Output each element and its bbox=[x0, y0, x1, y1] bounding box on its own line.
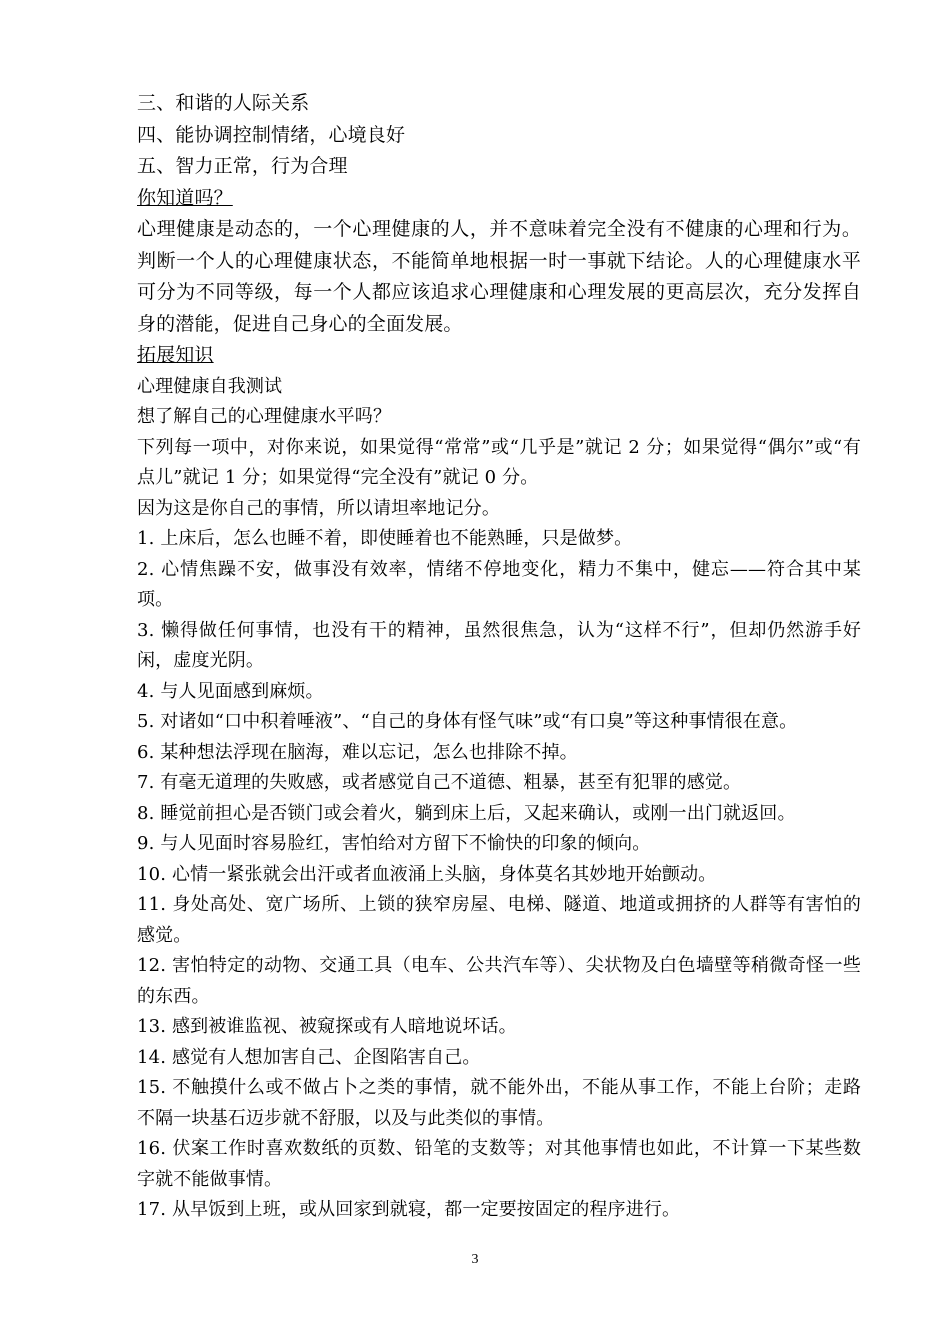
paragraph-20 bbox=[137, 890, 861, 951]
paragraph-text: 4. 与人见面感到麻烦。 bbox=[137, 680, 324, 702]
paragraph-14 bbox=[137, 707, 861, 738]
paragraph-text: 2. 心情焦躁不安，做事没有效率，情绪不停地变化，精力不集中，健忘——符合其中某项。 bbox=[137, 558, 861, 610]
paragraph-23 bbox=[137, 1043, 861, 1074]
paragraph-1 bbox=[137, 120, 861, 152]
paragraph-12 bbox=[137, 616, 861, 677]
paragraph-text: 拓展知识 bbox=[137, 344, 214, 366]
paragraph-text: 1. 上床后，怎么也睡不着，即使睡着也不能熟睡，只是做梦。 bbox=[137, 528, 633, 549]
paragraph-text: 想了解自己的心理健康水平吗？ bbox=[137, 406, 392, 427]
paragraph-19 bbox=[137, 860, 861, 891]
paragraph-25 bbox=[137, 1134, 861, 1195]
paragraph-text: 五、智力正常，行为合理 bbox=[137, 155, 348, 177]
paragraph-5 bbox=[137, 340, 861, 372]
paragraph-text: 13. 感到被谁监视、被窥探或有人暗地说坏话。 bbox=[137, 1016, 517, 1037]
paragraph-4 bbox=[137, 214, 861, 340]
paragraph-text: 3. 懒得做任何事情，也没有干的精神，虽然很焦急，认为“这样不行”，但却仍然游手好闲，虚度光阴。 bbox=[137, 619, 861, 671]
paragraph-text: 因为这是你自己的事情，所以请坦率地记分。 bbox=[137, 497, 500, 519]
paragraph-18 bbox=[137, 829, 861, 860]
paragraph-text: 7. 有毫无道理的失败感，或者感觉自己不道德、粗暴，甚至有犯罪的感觉。 bbox=[137, 772, 742, 793]
paragraph-24 bbox=[137, 1073, 861, 1134]
paragraph-text: 心理健康是动态的，一个心理健康的人，并不意味着完全没有不健康的心理和行为。判断一个人的心理健康状态，不能简单地根据一时一事就下结论。人的心理健康水平可分为不同等级，每一个人都应该追求心理健康和心理发展的更高层次，充分发挥自身的潜能，促进自己身心的全面发展。 bbox=[137, 218, 861, 335]
paragraph-text: 四、能协调控制情绪，心境良好 bbox=[137, 123, 406, 146]
paragraph-8 bbox=[137, 433, 861, 494]
paragraph-17 bbox=[137, 799, 861, 830]
paragraph-text: 三、和谐的人际关系 bbox=[137, 92, 310, 114]
paragraph-10 bbox=[137, 524, 861, 555]
paragraph-text: 12. 害怕特定的动物、交通工具（电车、公共汽车等）、尖状物及白色墙壁等稍微奇怪一些的东西。 bbox=[137, 955, 861, 1007]
paragraph-text: 你知道吗？ bbox=[137, 186, 233, 209]
paragraph-0 bbox=[137, 88, 861, 120]
paragraph-21 bbox=[137, 951, 861, 1012]
paragraph-3 bbox=[137, 183, 861, 215]
paragraph-text: 5. 对诸如“口中积着唾液”、“自己的身体有怪气味”或“有口臭”等这种事情很在意。 bbox=[137, 711, 798, 732]
paragraph-15 bbox=[137, 738, 861, 769]
paragraph-text: 心理健康自我测试 bbox=[137, 375, 283, 397]
paragraph-22 bbox=[137, 1012, 861, 1043]
paragraph-16 bbox=[137, 768, 861, 799]
paragraph-text: 16. 伏案工作时喜欢数纸的页数、铅笔的支数等；对其他事情也如此，不计算一下某些数字就不能做事情。 bbox=[137, 1138, 861, 1190]
paragraph-11 bbox=[137, 555, 861, 616]
paragraph-text: 17. 从早饭到上班，或从回家到就寝，都一定要按固定的程序进行。 bbox=[137, 1199, 681, 1220]
paragraph-text: 8. 睡觉前担心是否锁门或会着火，躺到床上后，又起来确认，或刚一出门就返回。 bbox=[137, 802, 796, 824]
paragraph-text: 15. 不触摸什么或不做占卜之类的事情，就不能外出，不能从事工作，不能上台阶；走路不隔一块基石迈步就不舒服，以及与此类似的事情。 bbox=[137, 1077, 861, 1129]
paragraph-text: 10. 心情一紧张就会出汗或者血液涌上头脑，身体莫名其妙地开始颤动。 bbox=[137, 863, 717, 885]
paragraph-text: 14. 感觉有人想加害自己、企图陷害自己。 bbox=[137, 1046, 481, 1068]
paragraph-text: 11. 身处高处、宽广场所、上锁的狭窄房屋、电梯、隧道、地道或拥挤的人群等有害怕的感觉。 bbox=[137, 894, 861, 946]
paragraph-13 bbox=[137, 677, 861, 708]
paragraph-text: 9. 与人见面时容易脸红，害怕给对方留下不愉快的印象的倾向。 bbox=[137, 833, 651, 854]
paragraph-text: 下列每一项中，对你来说，如果觉得“常常”或“几乎是”就记 2 分；如果觉得“偶尔”或“有点儿”就记 1 分；如果觉得“完全没有”就记 0 分。 bbox=[137, 436, 861, 488]
paragraph-7 bbox=[137, 402, 861, 433]
paragraph-26 bbox=[137, 1195, 861, 1226]
paragraph-2 bbox=[137, 151, 861, 183]
paragraph-6 bbox=[137, 372, 861, 403]
page-number: 3 bbox=[471, 1252, 479, 1267]
paragraph-text: 6. 某种想法浮现在脑海，难以忘记，怎么也排除不掉。 bbox=[137, 741, 578, 763]
paragraph-9 bbox=[137, 494, 861, 525]
page-content bbox=[137, 88, 861, 1226]
